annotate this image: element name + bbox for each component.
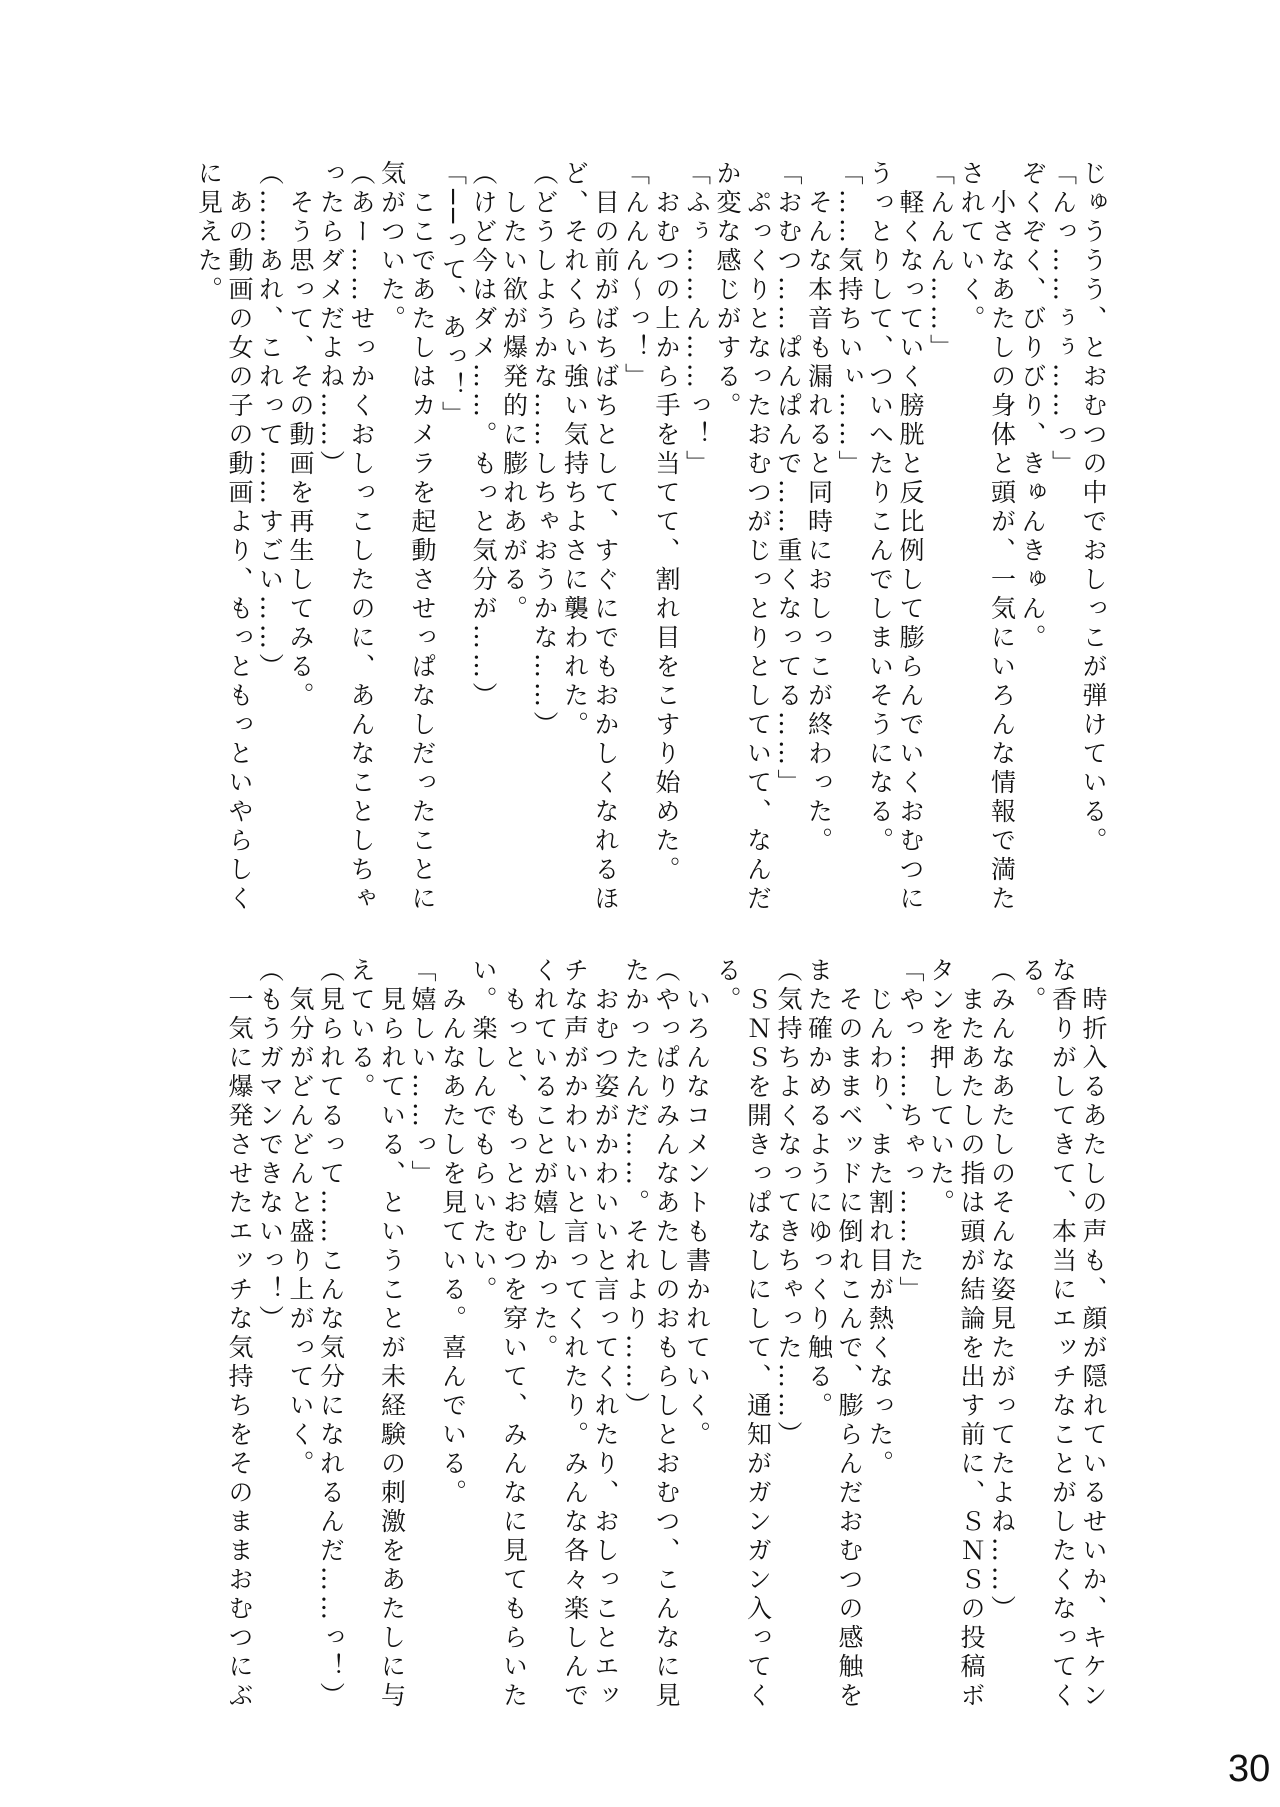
text-column: くれていることが嬉しかった。: [530, 957, 559, 1363]
text-column: ＳＮＳを開きっぱなしにして、通知がガンガン入ってく: [743, 957, 773, 1711]
text-column: 軽くなっていく膀胱と反比例して膨らんでいくおむつに: [896, 160, 925, 914]
text-column: あの動画の女の子の動画より、もっともっといやらしく: [225, 160, 254, 914]
text-column: （やっぱりみんなあたしのおもらしとおむつ、こんなに見: [652, 957, 681, 1711]
text-column: ここであたしはカメラを起動させっぱなしだったことに: [408, 160, 437, 914]
text-column: （けど今はダメ……。もっと気分が……）: [469, 160, 498, 711]
text-column: おむつの上から手を当てて、割れ目をこすり始めた。: [652, 160, 681, 885]
text-column: そんな本音も漏れると同時におしっこが終わった。: [804, 160, 834, 856]
text-column: 小さなあたしの身体と頭が、一気にいろんな情報で満た: [987, 160, 1017, 914]
text-column: またあたしの指は頭が結論を出す前に、ＳＮＳの投稿ボ: [957, 957, 986, 1711]
text-column: 「──って、あっ！」: [438, 160, 468, 431]
text-column: 「んっ……ぅぅ……っ」: [1048, 160, 1078, 479]
text-column: 「やっ……ちゃっ……た」: [896, 957, 925, 1305]
text-column: （あー……せっかくおしっこしたのに、あんなことしちゃ: [347, 160, 376, 914]
text-column: （見られてるって……こんな気分になれるんだ……っ！）: [316, 957, 346, 1711]
text-column: たかったんだ……。それより……）: [621, 957, 651, 1421]
text-column: そのままベッドに倒れこんで、膨らんだおむつの感触を: [835, 957, 864, 1711]
text-column: いろんなコメントも書かれていく。: [682, 957, 712, 1450]
top-text-block: [193, 160, 1108, 930]
text-column: じゅううう、とおむつの中でおしっこが弾けている。: [1079, 160, 1108, 856]
text-column: 気分がどんどんと盛り上がっていく。: [286, 957, 315, 1479]
text-column: チな声がかわいいと言ってくれたり。みんな各々楽しんで: [560, 957, 590, 1711]
text-column: 「嬉しい……っ」: [408, 957, 437, 1189]
text-column: い。楽しんでもらいたい。: [469, 957, 498, 1305]
text-column: じんわり、また割れ目が熱くなった。: [865, 957, 895, 1479]
text-column: 「んんん〜っ！」: [621, 160, 651, 392]
text-column: また確かめるようにゆっくり触る。: [804, 957, 834, 1421]
text-column: （どうしようかな……しちゃおうかな……）: [530, 160, 559, 740]
text-column: る。: [1018, 957, 1047, 1015]
text-column: みんなあたしを見ている。喜んでいる。: [438, 957, 468, 1508]
text-column: おむつ姿がかわいいと言ってくれたり、おしっことエッ: [591, 957, 620, 1711]
text-column: 目の前がばちばちとして、すぐにでもおかしくなれるほ: [591, 160, 620, 914]
text-column: ぷっくりとなったおむつがじっとりとしていて、なんだ: [743, 160, 773, 914]
text-column: うっとりして、ついへたりこんでしまいそうになる。: [865, 160, 895, 856]
text-column: に見えた。: [194, 160, 224, 305]
text-column: ど、それくらい強い気持ちよさに襲われた。: [560, 160, 590, 740]
text-column: 「んんん……」: [926, 160, 956, 363]
text-column: もっと、もっとおむつを穿いて、みんなに見てもらいた: [499, 957, 529, 1711]
text-column: 「ふぅ……ん……っ！」: [682, 160, 712, 479]
text-column: えている。: [347, 957, 376, 1102]
text-column: （もうガマンできないっ！）: [255, 957, 285, 1334]
text-column: ぞくぞく、びりびり、きゅんきゅん。: [1018, 160, 1047, 653]
bottom-text-block: [224, 957, 1109, 1727]
text-column: （……あれ、これって……すごい……）: [255, 160, 285, 682]
text-column: な香りがしてきて、本当にエッチなことがしたくなってく: [1048, 957, 1078, 1711]
text-column: 見られている、ということが未経験の刺激をあたしに与: [377, 957, 407, 1711]
text-column: 時折入るあたしの声も、顔が隠れているせいか、キケン: [1079, 957, 1108, 1711]
text-column: 「おむつ……ぱんぱんで……重くなってる……」: [774, 160, 803, 798]
text-column: ったらダメだよね……）: [316, 160, 346, 479]
text-column: か変な感じがする。: [713, 160, 742, 421]
text-column: 気がついた。: [377, 160, 407, 334]
text-column: タンを押していた。: [926, 957, 956, 1218]
text-column: そう思って、その動画を再生してみる。: [286, 160, 315, 711]
text-column: 「……気持ちいぃ……」: [835, 160, 864, 479]
text-column: されていく。: [957, 160, 986, 334]
text-column: 一気に爆発させたエッチな気持ちをそのままおむつにぶ: [225, 957, 254, 1711]
text-column: （気持ちよくなってきちゃった……）: [774, 957, 803, 1450]
text-column: （みんなあたしのそんな姿見たがってたよね……）: [987, 957, 1017, 1624]
text-column: したい欲が爆発的に膨れあがる。: [499, 160, 529, 624]
page-number: 30: [1228, 1748, 1271, 1790]
text-column: る。: [713, 957, 742, 1015]
